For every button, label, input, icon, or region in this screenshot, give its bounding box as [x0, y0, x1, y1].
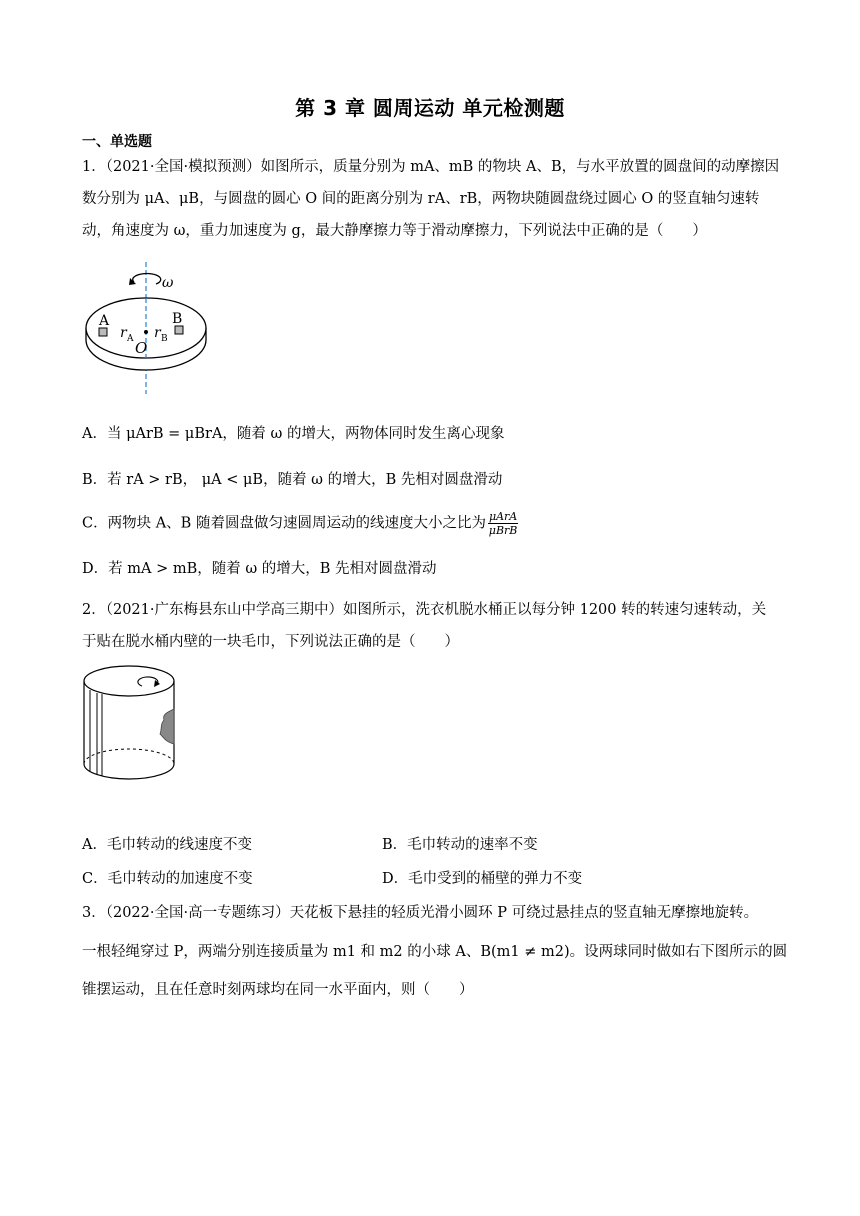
q2-stem-line-2: 于贴在脱水桶内壁的一块毛巾，下列说法正确的是（ ） — [82, 634, 459, 650]
label-o: O — [135, 339, 148, 357]
q2-option-c: C．毛巾转动的加速度不变 — [82, 871, 253, 887]
q3-stem-line-3: 锥摆运动，且在任意时刻两球均在同一水平面内，则（ ） — [82, 982, 474, 998]
q1-option-d: D．若 mA > mB，随着 ω 的增大，B 先相对圆盘滑动 — [82, 561, 437, 577]
rotating-disk-figure — [84, 260, 212, 396]
q3-stem-line-1: 3．（2022·全国·高一专题练习）天花板下悬挂的轻质光滑小圆环 P 可绕过悬挂点的竖直轴无摩擦地旋转。 — [82, 905, 759, 921]
block-b — [175, 326, 183, 334]
towel-icon — [160, 709, 174, 744]
rotation-arrow-icon — [133, 274, 161, 284]
drum-top-rim — [84, 666, 174, 696]
q1-option-c — [82, 510, 518, 537]
block-a — [99, 328, 107, 336]
fraction-numerator: μArA — [488, 510, 518, 523]
page-title: 第 3 章 圆周运动 单元检测题 — [295, 96, 565, 120]
label-rb-sub: B — [161, 334, 168, 344]
q3-stem-line-2: 一根轻绳穿过 P，两端分别连接质量为 m1 和 m2 的小球 A、B(m1 ≠ m2)。设两球同时做如右下图所示的圆 — [82, 944, 788, 960]
velocity-ratio-fraction — [488, 510, 518, 537]
label-b: B — [172, 311, 183, 327]
section-heading: 一、单选题 — [82, 134, 152, 150]
q2-option-a: A．毛巾转动的线速度不变 — [82, 837, 252, 853]
q1-stem-line-1: 1．（2021·全国·模拟预测）如图所示，质量分别为 mA、mB 的物块 A、B，与水平放置的圆盘间的动摩擦因 — [82, 159, 780, 175]
q1-option-a: A．当 μArB = μBrA，随着 ω 的增大，两物体同时发生离心现象 — [82, 426, 505, 442]
spin-dryer-drum-figure — [82, 664, 178, 782]
label-a: A — [99, 313, 110, 329]
q1-stem-line-3: 动，角速度为 ω，重力加速度为 g，最大静摩擦力等于滑动摩擦力，下列说法中正确的是（ ） — [82, 223, 707, 239]
label-ra-sub: A — [127, 334, 134, 344]
label-ra: r — [120, 325, 127, 341]
omega-label: ω — [162, 275, 174, 291]
center-dot — [144, 330, 148, 334]
q2-option-d: D．毛巾受到的桶壁的弹力不变 — [382, 871, 583, 887]
q1-option-c-text: C．两物块 A、B 随着圆盘做匀速圆周运动的线速度大小之比为 — [82, 515, 486, 532]
fraction-denominator: μBrB — [488, 524, 518, 537]
q2-option-b: B．毛巾转动的速率不变 — [382, 837, 538, 853]
q1-stem-line-2: 数分别为 μA、μB，与圆盘的圆心 O 间的距离分别为 rA、rB，两物块随圆盘绕过圆心 O 的竖直轴匀速转 — [82, 191, 760, 207]
q1-option-b: B．若 rA > rB， μA < μB，随着 ω 的增大，B 先相对圆盘滑动 — [82, 472, 503, 488]
q2-stem-line-1: 2．（2021·广东梅县东山中学高三期中）如图所示，洗衣机脱水桶正以每分钟 1200 转的转速匀速转动，关 — [82, 602, 767, 618]
label-rb: r — [154, 325, 161, 341]
